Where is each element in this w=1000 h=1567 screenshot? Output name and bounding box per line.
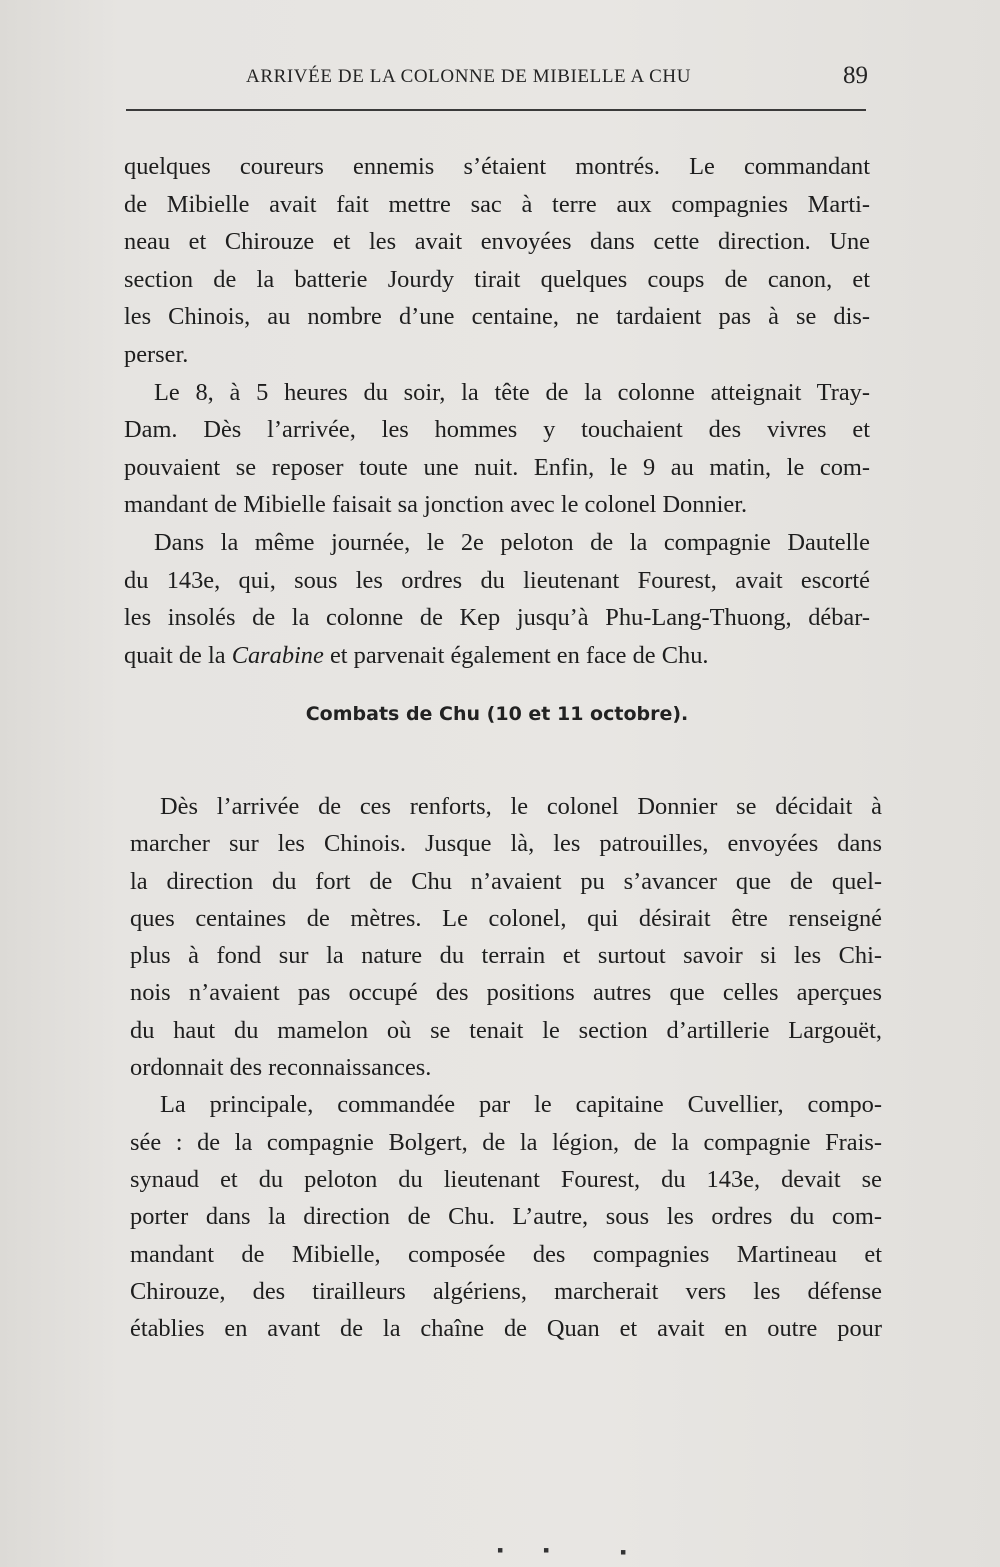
text-line: porter dans la direction de Chu. L’autre, sous les ordres du com- [130, 1203, 882, 1231]
header-rule [126, 109, 866, 111]
ink-speck: ▪ [497, 1540, 504, 1560]
text-line: Dès l’arrivée de ces renforts, le colonel Donnier se décidait à [160, 793, 882, 820]
text-line: les Chinois, au nombre d’une centaine, ne tardaient pas à se dis- [124, 303, 870, 331]
running-head [124, 62, 870, 102]
text-line: sée : de la compagnie Bolgert, de la légion, de la compagnie Frais- [130, 1128, 882, 1156]
text-segment: quait de la [124, 641, 232, 669]
text-line: ordonnait des reconnaissances. [130, 1054, 432, 1082]
text-line: du haut du mamelon où se tenait le section d’artillerie Largouët, [130, 1016, 882, 1044]
text-line: la direction du fort de Chu n’avaient pu s’avancer que de quel- [130, 867, 882, 895]
text-line: mandant de Mibielle, composée des compagnies Martineau et [130, 1240, 882, 1268]
text-line: synaud et du peloton du lieutenant Fourest, du 143e, devait se [130, 1165, 882, 1193]
running-title: ARRIVÉE DE LA COLONNE DE MIBIELLE A CHU [246, 66, 692, 87]
text-line [124, 637, 870, 675]
text-line: Dam. Dès l’arrivée, les hommes y touchaient des vivres et [124, 416, 870, 444]
ink-speck: ▪ [543, 1540, 550, 1560]
body-text-top [124, 148, 870, 754]
ink-speck: ▪ [620, 1542, 627, 1562]
text-line: mandant de Mibielle faisait sa jonction avec le colonel Donnier. [124, 491, 748, 519]
text-line: Chirouze, des tirailleurs algériens, marcherait vers les défense [130, 1277, 882, 1305]
text-segment: et parvenait également en face de Chu. [323, 641, 709, 669]
text-line: neau et Chirouze et les avait envoyées dans cette direction. Une [124, 228, 870, 256]
text-line: perser. [124, 340, 189, 368]
text-line: plus à fond sur la nature du terrain et surtout savoir si les Chi- [130, 942, 882, 970]
text-line: de Mibielle avait fait mettre sac à terre aux compagnies Marti- [124, 190, 870, 218]
page-number: 89 [843, 62, 868, 89]
body-text-bottom [130, 788, 882, 1347]
section-heading: Combats de Chu (10 et 11 octobre). [305, 703, 689, 726]
text-line: du 143e, qui, sous les ordres du lieutenant Fourest, avait escorté [124, 566, 870, 594]
text-line: ques centaines de mètres. Le colonel, qui désirait être renseigné [130, 904, 882, 932]
text-line: quelques coureurs ennemis s’étaient montrés. Le commandant [124, 153, 870, 180]
text-line: Dans la même journée, le 2e peloton de la compagnie Dautelle [154, 528, 870, 556]
text-line: établies en avant de la chaîne de Quan et avait en outre pour [130, 1315, 882, 1343]
italic-ship-name: Carabine [231, 641, 324, 669]
text-line: La principale, commandée par le capitaine Cuvellier, compo- [160, 1091, 882, 1119]
text-line: les insolés de la colonne de Kep jusqu’à Phu-Lang-Thuong, débar- [124, 604, 870, 632]
text-line: pouvaient se reposer toute une nuit. Enfin, le 9 au matin, le com- [124, 453, 870, 481]
text-line: nois n’avaient pas occupé des positions autres que celles aperçues [130, 979, 882, 1007]
text-line: marcher sur les Chinois. Jusque là, les patrouilles, envoyées dans [130, 830, 882, 858]
text-line: Le 8, à 5 heures du soir, la tête de la colonne atteignait Tray- [154, 378, 870, 406]
text-line: section de la batterie Jourdy tirait quelques coups de canon, et [124, 265, 870, 293]
